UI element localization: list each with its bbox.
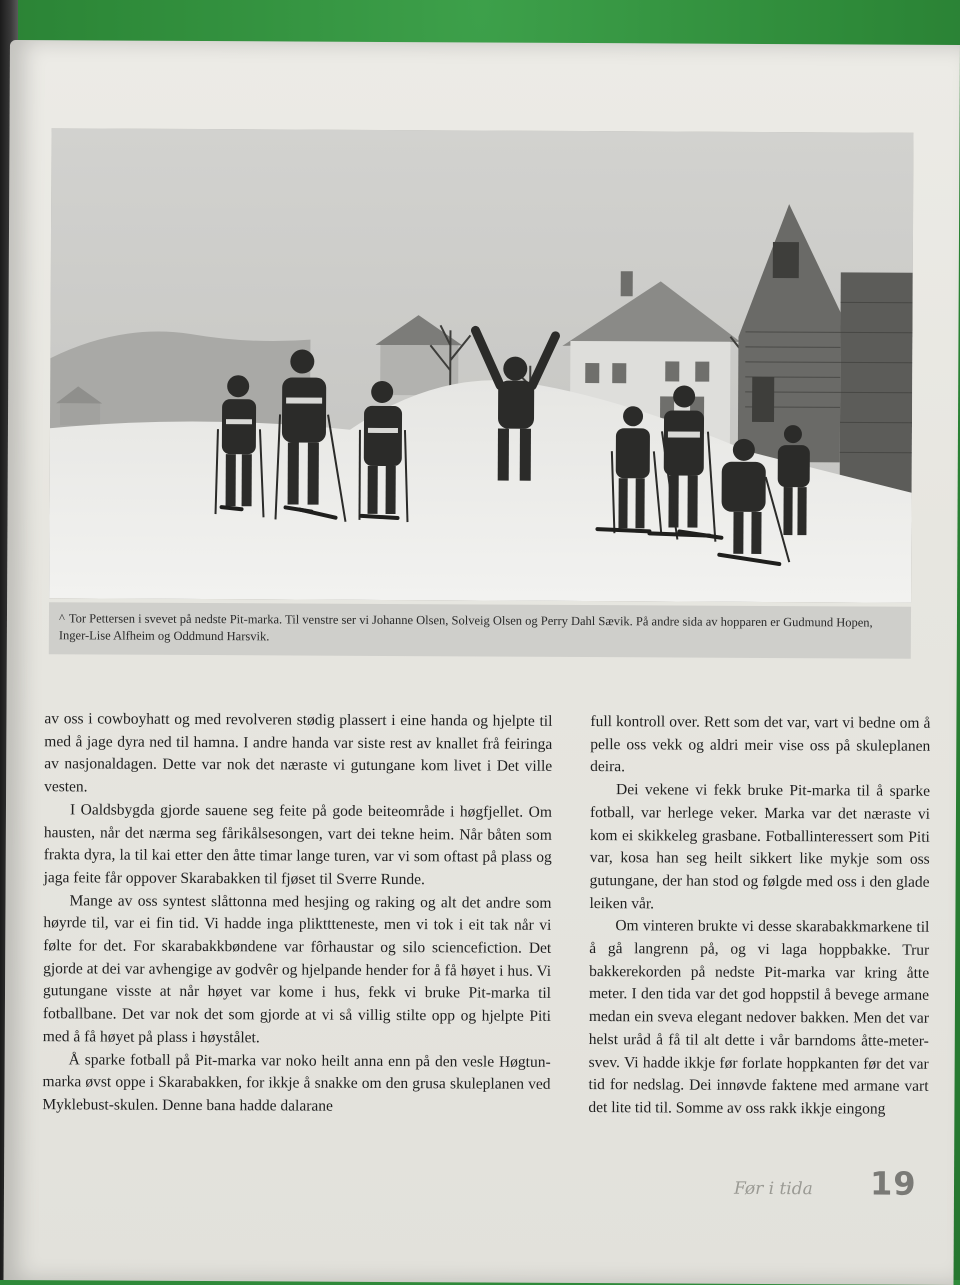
book-page: [4, 40, 960, 1285]
running-footer-section: Før i tida: [734, 1179, 813, 1199]
caption-mark: ^: [59, 611, 65, 625]
paragraph: Mange av oss syntest slåttonna med hesjing og raking og alt det andre som høyrde til, var ei fin tid. Vi hadde inga plikttteneste, men vi tok i eit tak når vi følte for det. For skarabakkbøndene var fôrhaustar og silo sciencefiction. Det gjorde at dei var avhengige av godvêr og hjelpande hender for å få høyet i hus. Vi gutungane visste at når høyet var kome i hus, fekk vi bruke Pit-marka til fotballbane. Det var nok det som gjorde at vi så villig stilte opp og hjelpte Piti med å få høyet på plass i høystålet.: [43, 890, 552, 1052]
left-text-column: [42, 708, 552, 1119]
photo-caption: [49, 602, 911, 659]
paragraph: full kontroll over. Rett som det var, vart vi bedne om å pelle oss vekk og aldri meir vise oss på skuleplanen deira.: [590, 711, 930, 781]
paragraph: Dei vekene vi fekk bruke Pit-marka til å sparke fotball, var herlege veker. Marka var det næraste vi kom ei skikkeleg grasbane. Fotballinteressert som Piti var, kosa han seg heilt sikkert like mykje som oss gutungane, der han stod og følgde med oss i den glade leiken vår.: [589, 779, 930, 917]
paragraph: I Oaldsbygda gjorde sauene seg feite på gode beiteområde i høgfjellet. Om hausten, når det nærma seg fårikålsesongen, vart dei tekne heim. Når båten som frakta dyra, la til kai etter den åtte timar lange turen, var vi som oftast på plass og jaga feite får oppover Skarabakken til fjøset til Sverre Runde.: [44, 799, 552, 892]
paragraph: Å sparke fotball på Pit-marka var noko heilt anna enn på den vesle Høgtun-marka øvst oppe i Skarabakken, for ikkje å snakke om den grusa skuleplanen ved Myklebust-skulen. Denne bana hadde dalarane: [42, 1049, 550, 1120]
paragraph: Om vinteren brukte vi desse skarabakkmarkene til å gå langrenn på, og vi laga hoppbakke. Trur bakkerekorden på nedste Pit-marka var kring åtte meter. I den tida var det god hoppstil å bevege armane medan ein sveva elegant nedover bakken. Men det var helst uråd å få til alt dette i vår barndoms åtte-meter-svev. Vi hadde ikkje før forlate hoppkanten før det var tid for nedslag. Dei innøvde faktene med armane vart det lite tid til. Somme av oss rakk ikkje eingong: [588, 915, 929, 1121]
paragraph: av oss i cowboyhatt og med revolveren stødig plassert i eine handa og hjelpte til med å jage dyra ned til hamna. I andre handa var siste rest av knallet frå feiringa av nasjonaldagen. Dette var nok det næraste vi gutungane kom livet i Det ville vesten.: [44, 708, 552, 801]
right-text-column: [588, 711, 930, 1121]
historical-photo: [49, 128, 913, 603]
caption-text: Tor Pettersen i svevet på nedste Pit-marka. Til venstre ser vi Johanne Olsen, Solveig Olsen og Perry Dahl Sævik. På andre sida av hopparen er Gudmund Hopen, Inger-Lise Alfheim og Oddmund Harsvik.: [59, 611, 873, 643]
page-number: 19: [870, 1165, 917, 1203]
ski-jump-photo-icon: [49, 128, 913, 603]
